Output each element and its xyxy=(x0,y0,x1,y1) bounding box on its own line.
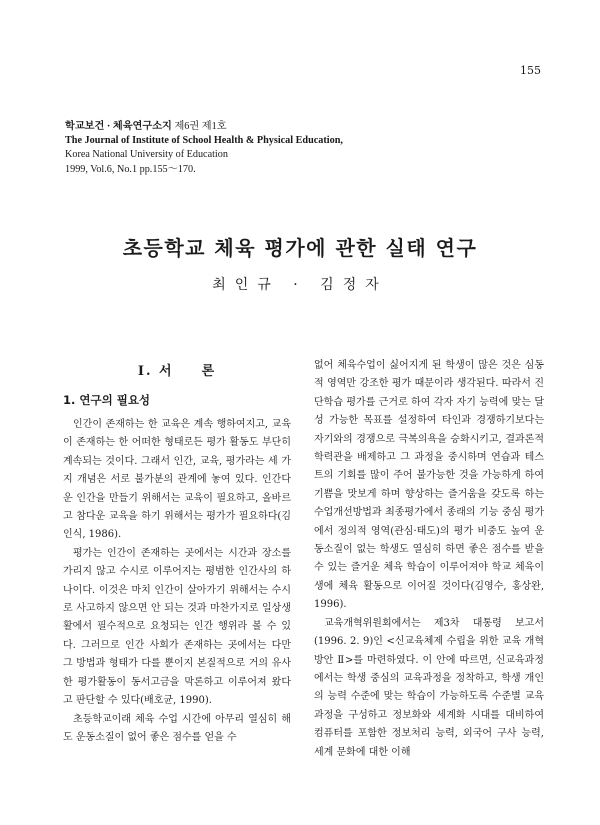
journal-name-korean: 학교보건 · 체육연구소지 xyxy=(65,121,172,132)
section-heading xyxy=(63,362,291,390)
section-name-part2: 론 xyxy=(201,364,217,379)
paper-title: 초등학교 체육 평가에 관한 실태 연구 xyxy=(122,236,478,260)
section-name-part1: 서 xyxy=(159,364,174,379)
paragraph: 초등학교이래 체육 수업 시간에 아무리 열심히 해도 운동소질이 없어 좋은 점수를 얻을 수 xyxy=(63,713,291,743)
left-column xyxy=(63,362,291,747)
paper-authors: 최인규 · 김정자 xyxy=(212,277,388,293)
paragraph: 평가는 인간이 존재하는 곳에서는 시간과 장소를 가리지 않고 수시로 이루어지는 평범한 인간사의 하나이다. 이것은 마치 인간이 살아가기 위해서는 수시로 사고하지 않으면 안 되는 것과 마찬가지로 일상생활에서 필수적으로 요청되는 인간 행위라 볼 수 있다. 그러므로 인간 사회가 존재하는 곳에서는 다만 그 방법과 형태가 다를 뿐이지 본질적으로 거의 유사한 평가활동이 동서고금을 막론하고 이루어져 왔다고 판단할 수 있다(배호균, 1990). xyxy=(63,547,291,707)
journal-institution: Korea National University of Education xyxy=(65,149,228,161)
subsection-heading: 1. 연구의 필요성 xyxy=(63,393,151,407)
journal-volume: 제6권 제1호 xyxy=(174,121,227,132)
journal-info xyxy=(65,120,343,177)
paragraph: 없어 체육수업이 싫어지게 된 학생이 많은 것은 심동적 영역만 강조한 평가 때문이라 생각된다. 따라서 진단학습 평가를 근거로 하여 각자 자기 능력에 맞는 달성 가능한 목표를 설정하여 타인과 경쟁하기보다는 자기와의 경쟁으로 극복의욕을 승화시키고, 결과론적 학력관을 배제하고 그 과정을 중시하며 연습과 테스트의 기회를 많이 주어 불가능한 것을 가능하게 하여 기쁨을 맛보게 하며 향상하는 즐거움을 갖도록 하는 수업개선방법과 최종평가에서 종래의 기능 중심 평가에서 정의적 영역(관심·태도)의 평가 비중도 높여 운동소질이 없는 학생도 열심히 하면 좋은 점수를 받을 수 있는 즐거운 체육 학습이 이루어져야 학교 체육이 생에 체육 활동으로 이어질 것이다(김영수, 홍상완, 1996). xyxy=(314,360,544,611)
journal-name-line xyxy=(65,120,343,134)
page-number: 155 xyxy=(520,64,541,77)
right-column xyxy=(314,357,544,762)
section-number: I. xyxy=(137,364,153,379)
journal-name-english: The Journal of Institute of School Health & Physical Education, xyxy=(65,135,343,147)
journal-citation: 1999, Vol.6, No.1 pp.155～170. xyxy=(65,163,196,175)
paragraph: 교육개혁위원회에서는 제3차 대통령 보고서(1996. 2. 9)인 <신교육체제 수립을 위한 교육 개혁 방안 Ⅱ>를 마련하였다. 이 안에 따르면, 신교육과정에서는 학생 중심의 교육과정을 정착하고, 학생 개인의 능력 수준에 맞는 학습이 가능하도록 수준별 교육과정을 구성하고 정보화와 세계화 시대를 대비하여 컴퓨터를 포함한 정보처리 능력, 외국어 구사 능력, 세계 문화에 대한 이해 xyxy=(314,617,544,758)
paragraph: 인간이 존재하는 한 교육은 계속 행하여지고, 교육이 존재하는 한 어떠한 형태로든 평가 활동도 부단히 계속되는 것이다. 그래서 인간, 교육, 평가라는 세 가지 개념은 서로 불가분의 관계에 놓여 있다. 인간다운 인간을 만들기 위해서는 교육이 필요하고, 올바르고 참다운 교육을 하기 위해서는 평가가 필요하다(김인식, 1986). xyxy=(63,419,291,541)
